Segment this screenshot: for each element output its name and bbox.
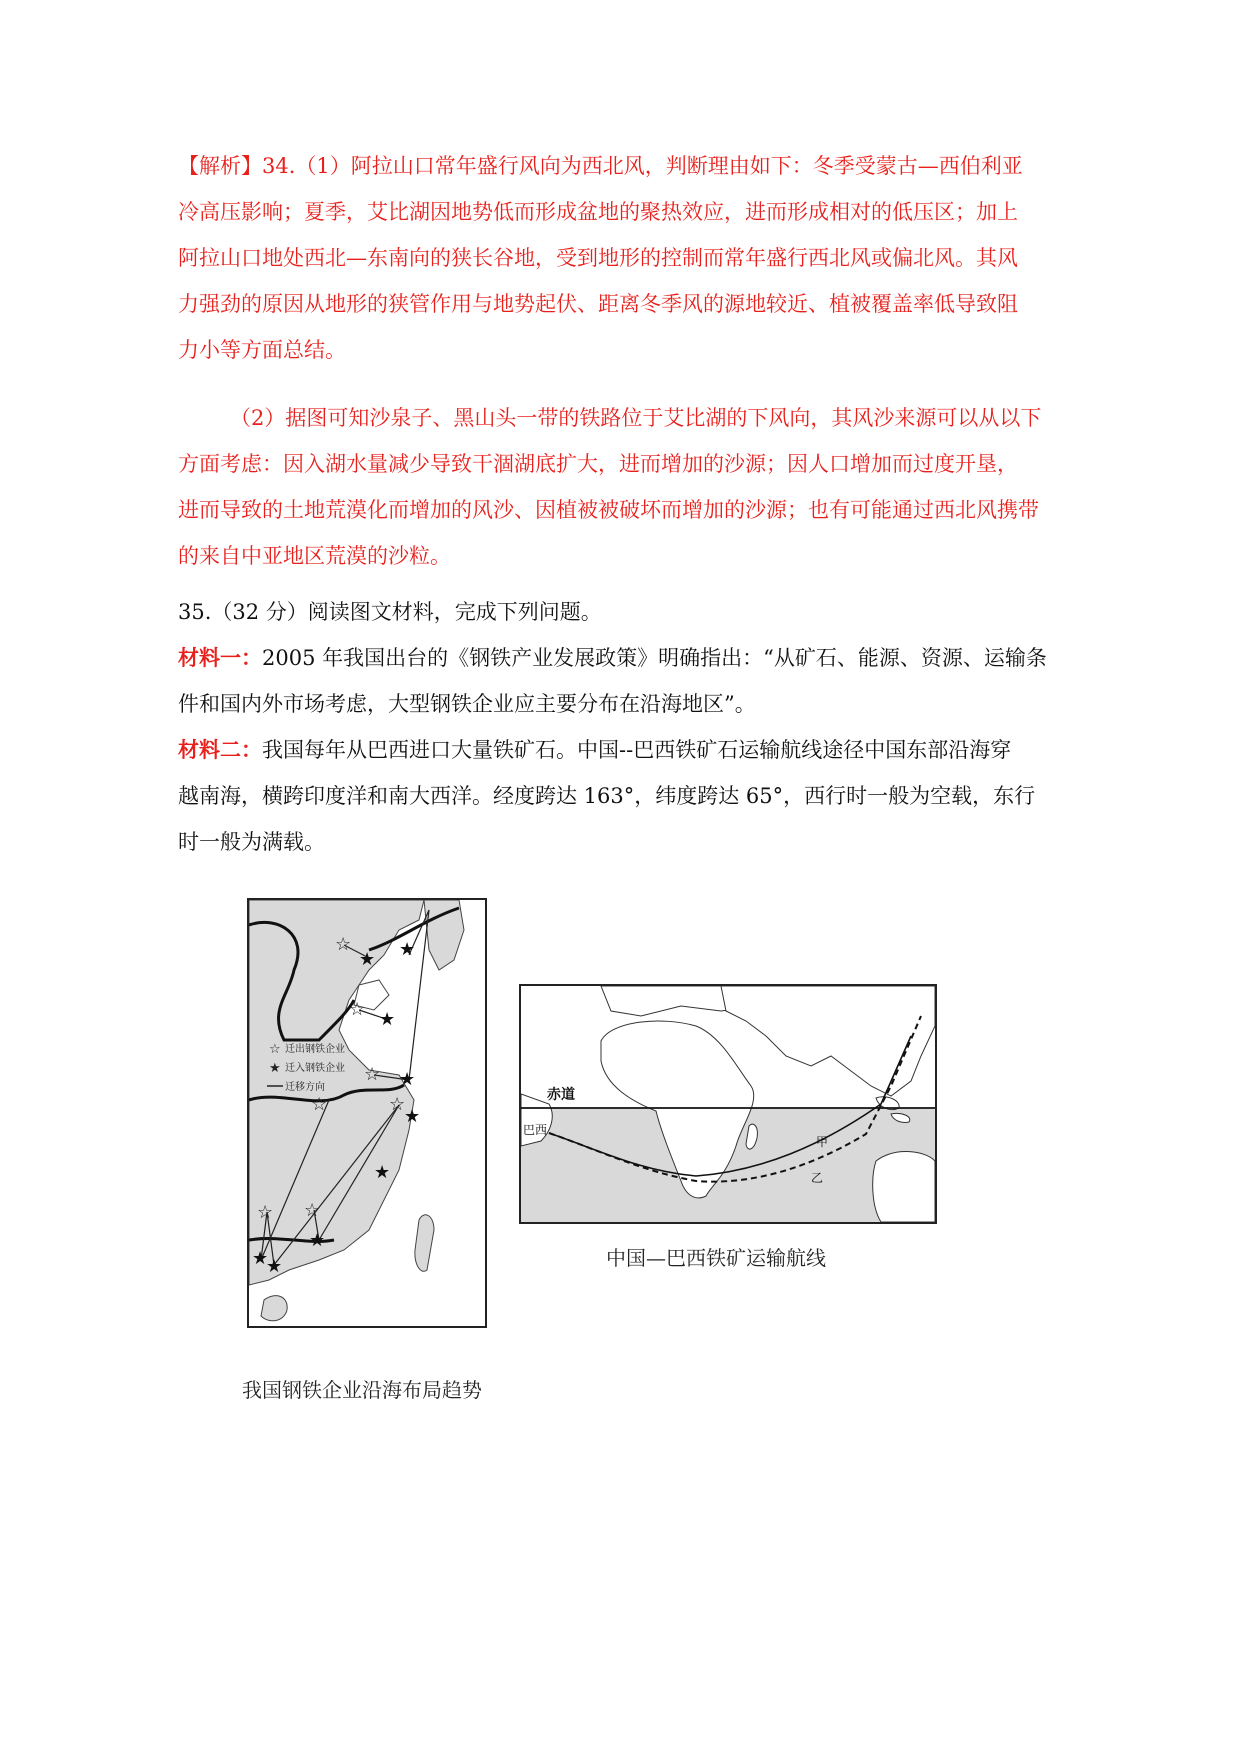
route-a-label: 甲 — [816, 1135, 829, 1149]
out-star-icon: ☆ — [335, 934, 352, 955]
in-star-icon: ★ — [379, 1009, 396, 1030]
china-steel-map-caption: 我国钢铁企业沿海布局趋势 — [242, 1378, 482, 1402]
shipping-route-map-caption: 中国—巴西铁矿运输航线 — [606, 1246, 826, 1270]
legend-out-label: 迁出钢铁企业 — [285, 1044, 345, 1055]
in-star-icon: ★ — [374, 1162, 391, 1183]
china-steel-map-graphic — [249, 900, 485, 1326]
korea-peninsula — [424, 900, 464, 970]
in-star-icon: ★ — [359, 949, 376, 970]
analysis-line-2: 冷高压影响；夏季，艾比湖因地势低而形成盆地的聚热效应，进而形成相对的低压区；加上 — [178, 200, 1018, 224]
taiwan-island — [415, 1215, 434, 1272]
in-star-icon: ★ — [399, 939, 416, 960]
in-star-icon: ★ — [266, 1256, 283, 1277]
analysis-text: 34.（1）阿拉山口常年盛行风向为西北风，判断理由如下：冬季受蒙古—西伯利亚 — [262, 154, 1023, 178]
in-star-icon: ★ — [252, 1248, 269, 1269]
material-2-line-3: 时一般为满载。 — [178, 830, 325, 854]
out-star-icon: ☆ — [389, 1094, 406, 1115]
legend-direction-label: 迁移方向 — [285, 1082, 325, 1093]
material-2-line-2: 越南海，横跨印度洋和南大西洋。经度跨达 163°，纬度跨达 65°，西行时一般为空载，东行 — [178, 784, 1036, 808]
analysis-part2-line-2: 方面考虑：因入湖水量减少导致干涸湖底扩大，进而增加的沙源；因人口增加而过度开垦， — [178, 452, 1018, 476]
material-1-line-1 — [178, 635, 1068, 681]
analysis-part2-line-1: （2）据图可知沙泉子、黑山头一带的铁路位于艾比湖的下风向，其风沙来源可以从以下 — [230, 406, 1042, 430]
legend-in-label: 迁入钢铁企业 — [285, 1063, 345, 1074]
brazil-label: 巴西 — [523, 1123, 548, 1137]
analysis-line-4: 力强劲的原因从地形的狭管作用与地势起伏、距离冬季风的源地较近、植被覆盖率低导致阻 — [178, 292, 1018, 316]
material-1-line-2: 件和国内外市场考虑，大型钢铁企业应主要分布在沿海地区”。 — [178, 692, 756, 716]
analysis-part2-line-3: 进而导致的土地荒漠化而增加的风沙、因植被被破坏而增加的沙源；也有可能通过西北风携带 — [178, 498, 1039, 522]
china-steel-map — [247, 898, 487, 1328]
analysis-line-3: 阿拉山口地处西北—东南向的狭长谷地，受到地形的控制而常年盛行西北风或偏北风。其风 — [178, 246, 1018, 270]
material-2-text-1: 我国每年从巴西进口大量铁矿石。中国--巴西铁矿石运输航线途径中国东部沿海穿 — [262, 738, 1012, 762]
question-35 — [178, 589, 1068, 865]
shipping-route-map-graphic — [521, 986, 935, 1222]
analysis-q34-part2 — [178, 395, 1068, 579]
out-star-icon: ☆ — [304, 1200, 321, 1221]
material-1-label: 材料一： — [178, 645, 262, 670]
equator-label: 赤道 — [547, 1087, 575, 1103]
hainan-island — [261, 1296, 287, 1321]
asia-landmass — [721, 986, 935, 1096]
shipping-route-map — [519, 984, 937, 1224]
material-2-label: 材料二： — [178, 737, 262, 762]
route-b-label: 乙 — [811, 1171, 824, 1185]
analysis-part2-line-4: 的来自中亚地区荒漠的沙粒。 — [178, 544, 451, 568]
question-35-intro: 35.（32 分）阅读图文材料，完成下列问题。 — [178, 600, 602, 624]
out-star-icon: ☆ — [257, 1202, 274, 1223]
legend-in-icon: ★ — [269, 1061, 281, 1076]
legend-out-icon: ☆ — [269, 1042, 281, 1057]
analysis-tag: 【解析】 — [178, 154, 262, 178]
in-star-icon: ★ — [309, 1230, 326, 1251]
analysis-q34 — [178, 143, 1068, 373]
australia-landmass — [873, 1152, 935, 1222]
material-1-text-1: 2005 年我国出台的《钢铁产业发展政策》明确指出：“从矿石、能源、资源、运输条 — [262, 646, 1047, 670]
in-star-icon: ★ — [399, 1069, 416, 1090]
in-star-icon: ★ — [404, 1106, 421, 1127]
analysis-line-5: 力小等方面总结。 — [178, 338, 346, 362]
out-star-icon: ☆ — [364, 1064, 381, 1085]
out-star-icon: ☆ — [311, 1094, 328, 1115]
out-star-icon: ☆ — [349, 999, 366, 1020]
analysis-line-1 — [178, 143, 1068, 189]
material-2-line-1 — [178, 727, 1068, 773]
